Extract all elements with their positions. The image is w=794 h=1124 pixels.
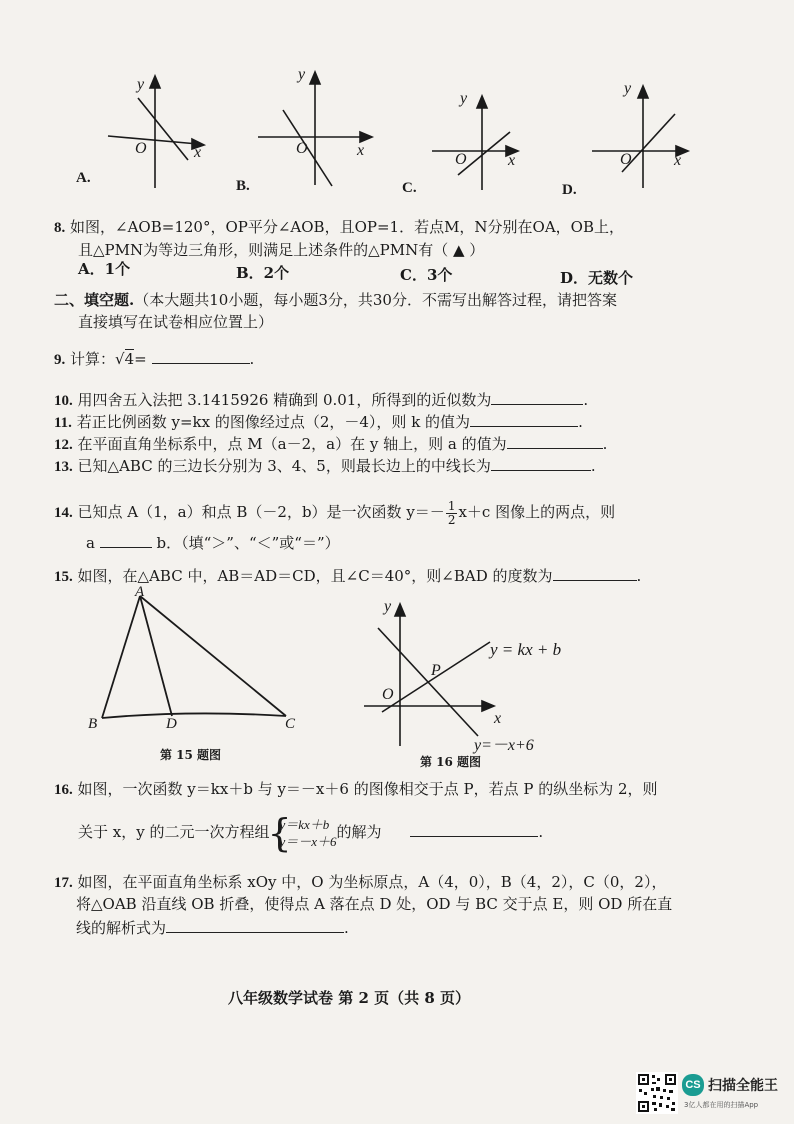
q17-text-1: 如图，在平面直角坐标系 xOy 中，O 为坐标原点，A（4，0），B（4，2），C（0，2）， (77, 873, 667, 891)
q16-answer-blank[interactable] (410, 820, 538, 837)
q15-answer-blank[interactable] (553, 564, 637, 581)
section2-header (54, 290, 617, 310)
q11-text: 若正比例函数 y=kx 的图像经过点（2，－4），则 k 的值为 (76, 413, 471, 431)
q10: 10. 用四舍五入法把 3.1415926 精确到 0.01，所得到的近似数为 . (54, 388, 588, 411)
fig15-label-c: C (285, 716, 296, 732)
q15-text: 如图，在△ABC 中，AB＝AD＝CD，且∠C＝40°，则∠BAD 的度数为 (77, 567, 553, 585)
q10-text: 用四舍五入法把 3.1415926 精确到 0.01，所得到的近似数为 (77, 391, 492, 409)
graph-d-y-label: y (624, 80, 632, 97)
q16-eq1: y＝kx＋b (279, 817, 330, 832)
q16-equation-system (267, 811, 337, 855)
graph-a-x-label: x (194, 144, 202, 161)
graph-c-x-label: x (508, 152, 516, 169)
fig16-line2-label: y=－x+6 (474, 737, 534, 754)
graph-b-origin: O (296, 140, 308, 157)
q9-equals: = (134, 350, 147, 368)
q9-number: 9. (54, 352, 66, 368)
q8-option-a[interactable]: A．1个 (78, 260, 131, 278)
q10-answer-blank[interactable] (491, 388, 583, 405)
q14-number: 14. (54, 505, 73, 521)
q17-number: 17. (54, 875, 73, 891)
fig16-x-label: x (494, 710, 502, 727)
q16-text-2: 关于 x，y 的二元一次方程组 (78, 823, 270, 841)
q13-number: 13. (54, 459, 73, 475)
q9-text: 计算： (70, 350, 116, 368)
graph-option-d[interactable]: D. (562, 182, 577, 198)
fig16-caption: 第 16 题图 (420, 755, 482, 769)
q16-line2: 关于 x，y 的二元一次方程组 { y＝kx＋b y＝－x＋6 的解为 . (78, 811, 544, 855)
fig15-caption: 第 15 题图 (160, 748, 222, 762)
sqrt-icon: √ (115, 350, 125, 368)
q9: 9. 计算：√4= . (54, 347, 254, 370)
option-graphs (70, 60, 710, 200)
q16-number: 16. (54, 782, 73, 798)
section2-title: 二、填空题. (54, 291, 135, 309)
q17-line2 (76, 894, 672, 914)
q15-number: 15. (54, 569, 73, 585)
fig16-line1-label: y = kx + b (490, 640, 562, 659)
q8-option-d[interactable]: D．无数个 (560, 269, 634, 287)
q11-answer-blank[interactable] (470, 410, 578, 427)
graph-c-origin: O (455, 151, 467, 168)
q9-answer-blank[interactable] (152, 347, 250, 364)
graph-b-x-label: x (357, 142, 365, 159)
q8-line1 (54, 217, 624, 238)
q12-number: 12. (54, 437, 73, 453)
section2-line2 (78, 312, 273, 332)
brace-icon: { (267, 811, 292, 855)
q16-eq2: y＝－x＋6 (279, 834, 337, 849)
fig16-point-p: P (431, 662, 441, 679)
q16-text-1: 如图，一次函数 y＝kx＋b 与 y＝－x＋6 的图像相交于点 P，若点 P 的纵坐标为 2，则 (77, 780, 658, 798)
qr-code-icon (636, 1072, 678, 1114)
q12: 12. 在平面直角坐标系中，点 M（a－2，a）在 y 轴上，则 a 的值为 . (54, 432, 607, 455)
q15: 15. 如图，在△ABC 中，AB＝AD＝CD，且∠C＝40°，则∠BAD 的度数为 . (54, 564, 641, 587)
q17-line3: 线的解析式为 . (76, 916, 349, 938)
q14-text-2: x＋c 图像上的两点，则 (458, 503, 616, 521)
section2-desc-2: 直接填写在试卷相应位置上） (78, 313, 274, 331)
q14-line1 (54, 497, 615, 528)
graph-d-origin: O (620, 151, 632, 168)
q12-answer-blank[interactable] (507, 432, 603, 449)
q13-answer-blank[interactable] (491, 454, 591, 471)
section2-desc-1: （本大题共10小题，每小题3分，共30分．不需写出解答过程，请把答案 (134, 291, 617, 309)
graph-d-x-label: x (674, 152, 682, 169)
q14-a: a (86, 534, 95, 552)
figure-15-triangle (90, 590, 310, 730)
q16-line1 (54, 779, 658, 800)
q10-number: 10. (54, 393, 73, 409)
q12-text: 在平面直角坐标系中，点 M（a－2，a）在 y 轴上，则 a 的值为 (77, 435, 507, 453)
q8-number: 8. (54, 220, 66, 236)
q8-line2 (78, 240, 484, 260)
q14-frac-num: 1 (447, 498, 456, 513)
q8-option-c[interactable]: C．3个 (400, 266, 453, 284)
graph-a-y-label: y (137, 76, 145, 93)
q8-option-b[interactable]: B．2个 (236, 264, 290, 282)
q17-text-2: 将△OAB 沿直线 OB 折叠，使得点 A 落在点 D 处，OD 与 BC 交于点 E，则 OD 所在直 (76, 895, 673, 913)
graph-a-origin: O (135, 140, 147, 157)
page-footer: 八年级数学试卷 第 2 页（共 8 页） (228, 989, 470, 1007)
q17-text-3: 线的解析式为 (76, 919, 167, 937)
q9-radicand: 4 (124, 350, 135, 368)
q14-text-1: 已知点 A（1，a）和点 B（－2，b）是一次函数 y＝－ (77, 503, 445, 521)
graph-b-y-label: y (298, 66, 306, 83)
q13: 13. 已知△ABC 的三边长分别为 3、4、5，则最长边上的中线长为 . (54, 454, 596, 477)
fig16-y-label: y (384, 598, 392, 615)
q11: 11. 若正比例函数 y=kx 的图像经过点（2，－4），则 k 的值为 . (54, 410, 583, 433)
fig15-label-d: D (166, 716, 177, 732)
graph-option-c[interactable]: C. (402, 180, 417, 196)
fig15-label-b: B (88, 716, 98, 732)
q11-number: 11. (54, 415, 72, 431)
graph-option-b[interactable]: B. (236, 178, 250, 194)
q14-frac-den: 2 (447, 512, 456, 527)
q17-answer-blank[interactable] (166, 916, 344, 933)
graph-c-y-label: y (460, 90, 468, 107)
q14-answer-blank[interactable] (100, 531, 152, 548)
fig15-label-a: A (135, 584, 145, 600)
fig16-origin: O (382, 686, 394, 703)
q14-b: b．（填“＞”、“＜”或“＝”） (156, 534, 340, 552)
graph-option-a[interactable]: A. (76, 170, 91, 186)
cs-logo-icon: CS (682, 1074, 704, 1096)
q8-text-2: 且△PMN为等边三角形，则满足上述条件的△PMN有（ ▲ ） (78, 241, 485, 259)
q14-fraction (446, 500, 458, 527)
q14-line2 (86, 531, 340, 553)
scanner-subtitle: 3亿人都在用的扫描App (684, 1101, 759, 1109)
q17-line1 (54, 872, 666, 893)
scanner-title: 扫描全能王 (708, 1078, 778, 1094)
q13-text: 已知△ABC 的三边长分别为 3、4、5，则最长边上的中线长为 (77, 457, 491, 475)
q16-text-3: 的解为 (336, 823, 382, 841)
q8-text-1: 如图，∠AOB=120°，OP平分∠AOB，且OP=1．若点M，N分别在OA，OB上， (70, 218, 625, 236)
